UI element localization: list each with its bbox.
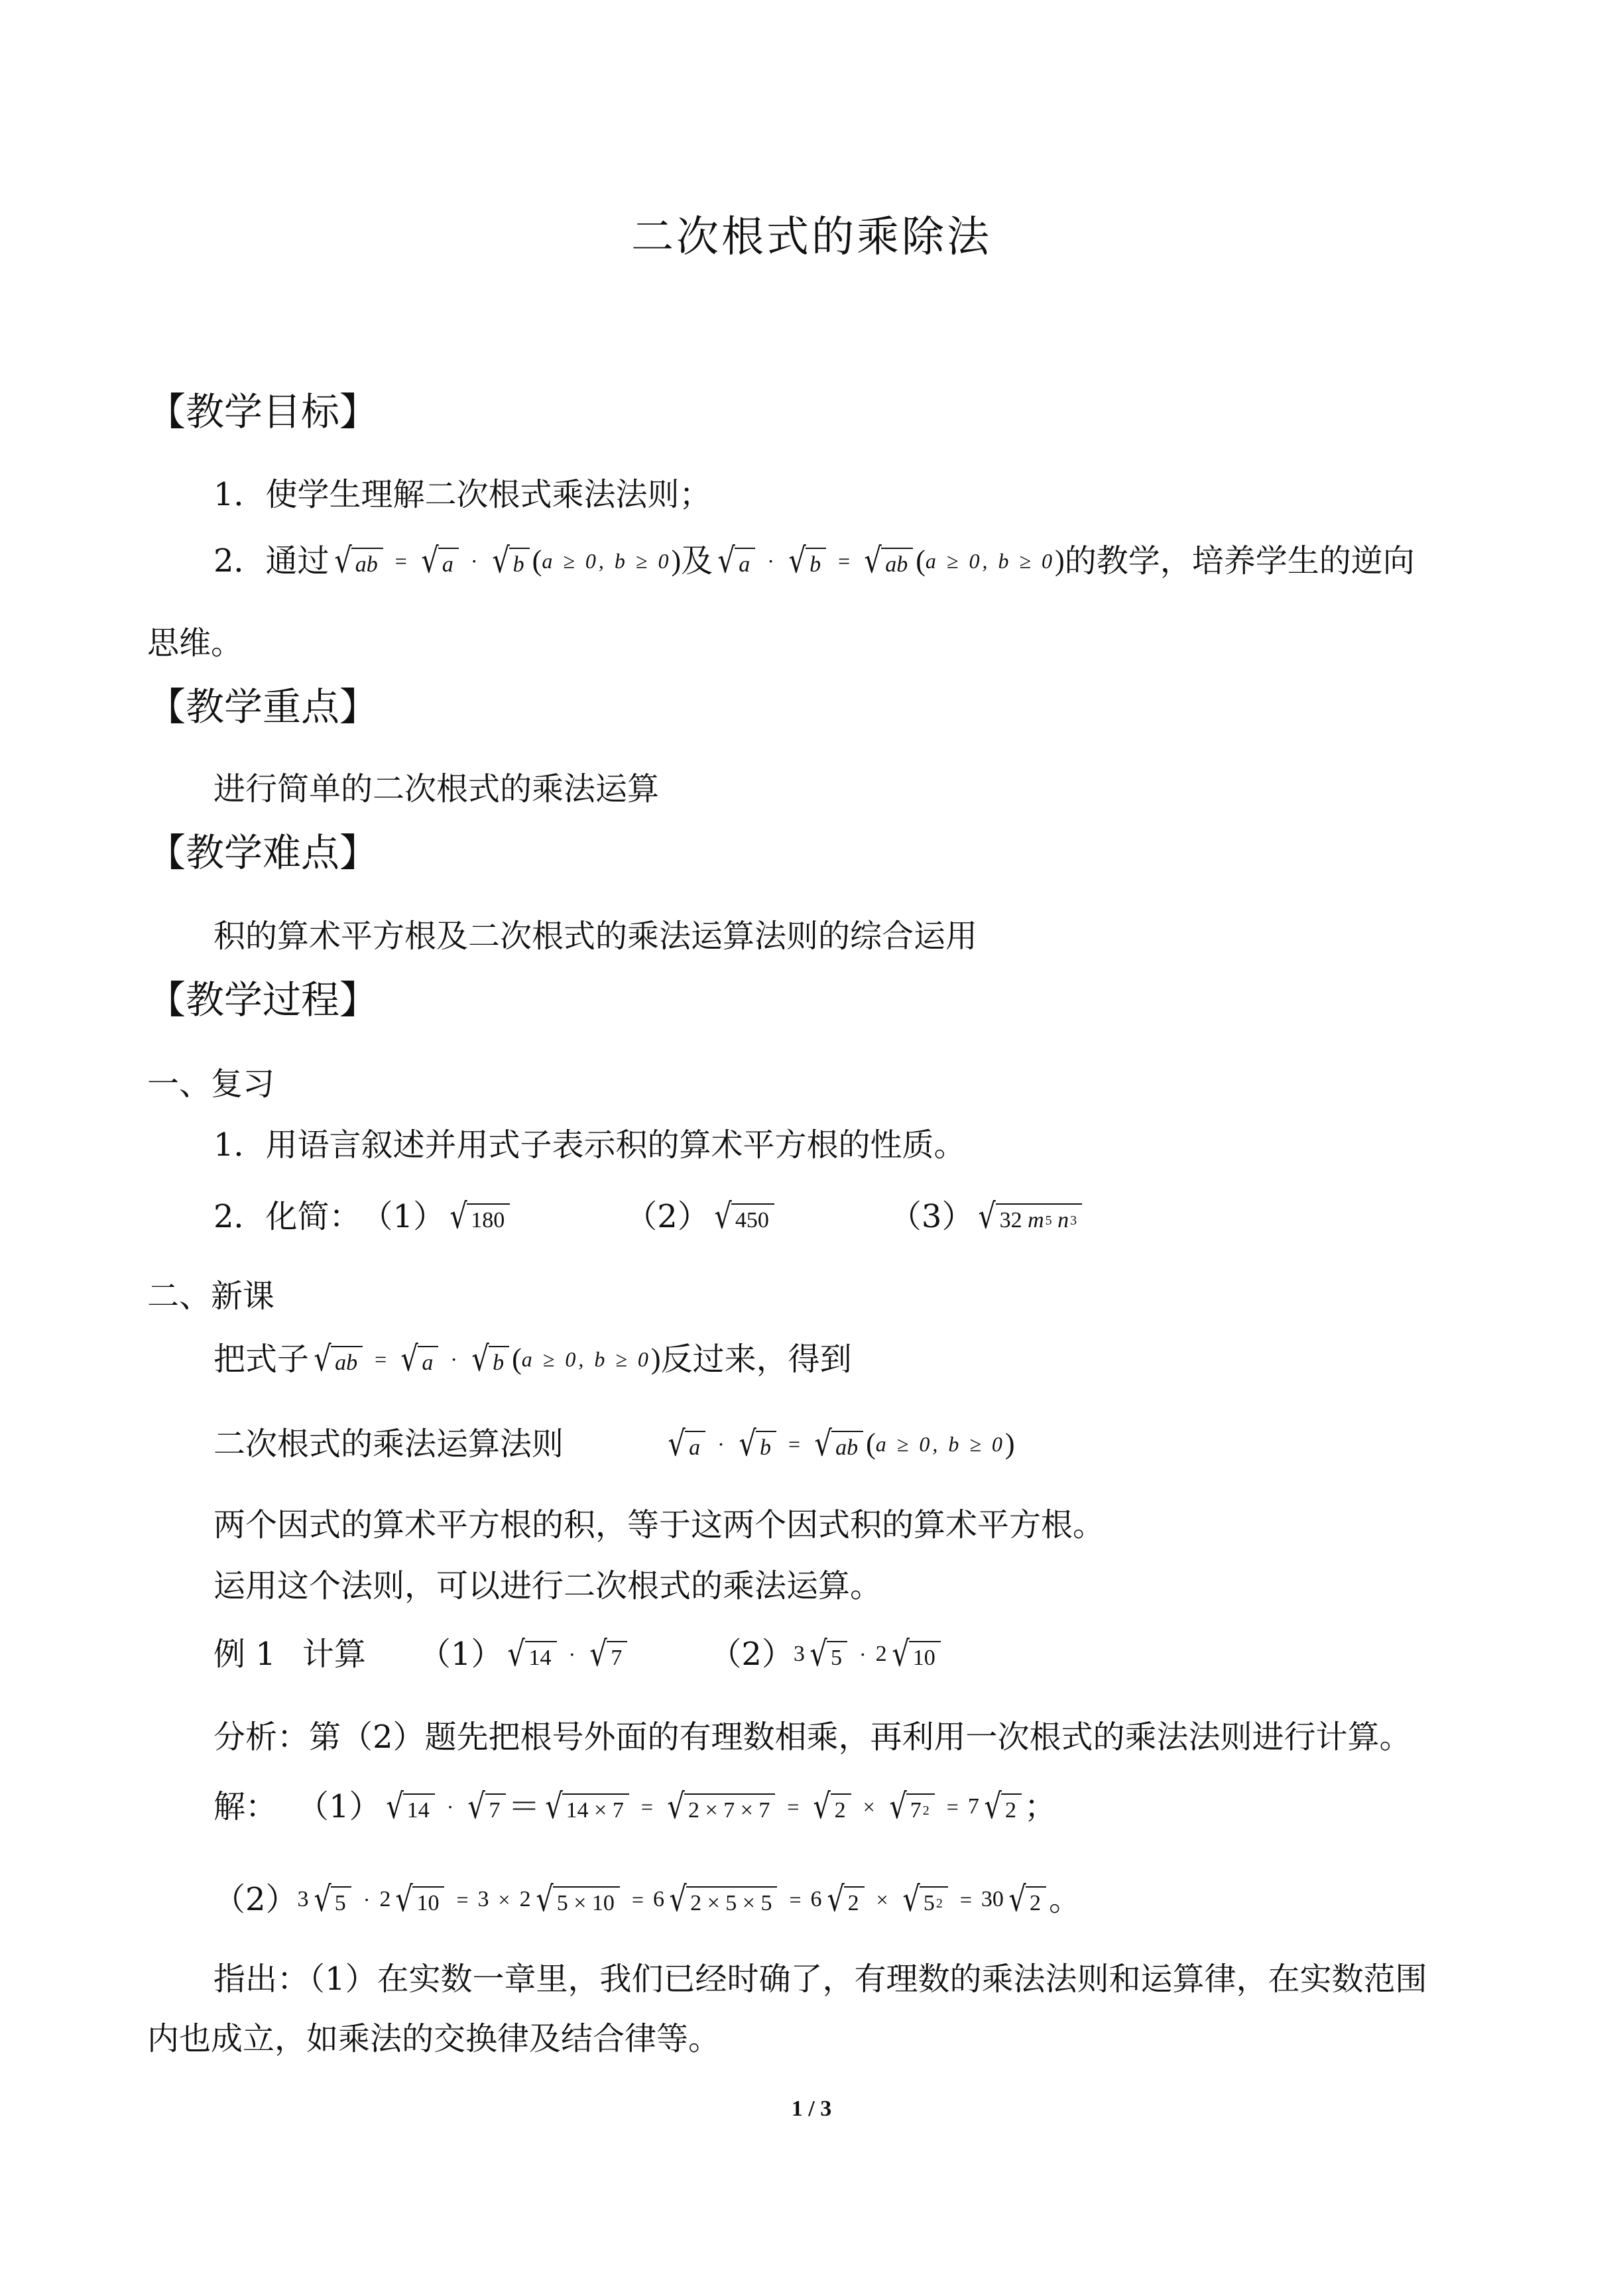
page-number: 1 / 3 [791, 2096, 832, 2121]
sqrt-32m5n3: √ 32 m 5 n 3 [976, 1199, 1082, 1234]
sqrt-14x7: √ 14 × 7 [543, 1789, 629, 1824]
sqrt-b: √ b [737, 1427, 776, 1461]
heading-key-points: 【教学重点】 [147, 684, 379, 729]
sqrt-b: √ b [469, 1342, 509, 1376]
goal-item-2-prefix: 2．通过 [213, 542, 330, 579]
sqrt-a: √ a [715, 544, 755, 578]
heading-difficulties: 【教学难点】 [147, 830, 379, 875]
sqrt-450: √ 450 [712, 1199, 774, 1234]
reverse-statement: 把式子 √ ab = √ a · √ b ( a ≥ 0, b ≥ 0 ) 反过来，得到 [213, 1339, 852, 1379]
sqrt-ab: √ ab [312, 1342, 363, 1376]
example-label: 例 1 [213, 1636, 276, 1673]
note-line-2: 内也成立，如乘法的交换律及结合律等。 [147, 2020, 721, 2057]
sqrt-180: √ 180 [448, 1199, 510, 1234]
sqrt-10: √ 10 [393, 1882, 444, 1917]
sqrt-7: √ 7 [465, 1789, 505, 1824]
sqrt-2x7x7: √ 2 × 7 × 7 [665, 1789, 776, 1824]
goal-item-2-and: 及 [681, 542, 713, 579]
sqrt-14: √ 14 [505, 1637, 556, 1671]
condition: a ≥ 0, b ≥ 0 [925, 549, 1055, 573]
condition: a ≥ 0, b ≥ 0 [542, 549, 672, 573]
review-item-2: 2．化简： （1） √ 180 （2） √ 450 （3） √ 32 m 5 n 3 [213, 1197, 1085, 1237]
sqrt-2: √ 2 [1006, 1882, 1046, 1917]
solution-1: 解： （1） √ 14 · √ 7 ＝ √ 14 × 7 = √ 2 × 7 × 7 = √ 2 × √ 7 2 = 7 √ 2 ； [213, 1787, 1056, 1827]
sqrt-2x5x5: √ 2 × 5 × 5 [667, 1882, 778, 1917]
sqrt-5: √ 5 [808, 1637, 847, 1671]
sqrt-2: √ 2 [825, 1882, 865, 1917]
goal-item-1: 1．使学生理解二次根式乘法法则； [213, 476, 711, 513]
goal-item-2-continue: 思维。 [147, 625, 243, 662]
page-title: 二次根式的乘除法 [631, 213, 992, 262]
difficulty-text: 积的算术平方根及二次根式的乘法运算法则的综合运用 [213, 918, 978, 955]
sqrt-ab: √ ab [862, 544, 913, 578]
sqrt-5: √ 5 [312, 1882, 351, 1917]
sqrt-ab: √ ab [812, 1427, 863, 1461]
sqrt-7-squared: √ 7 2 [887, 1789, 935, 1824]
sqrt-7: √ 7 [587, 1637, 627, 1671]
sqrt-5x10: √ 5 × 10 [534, 1882, 620, 1917]
sqrt-b: √ b [786, 544, 826, 578]
sqrt-a: √ a [419, 544, 459, 578]
section-review-title: 一、复习 [147, 1065, 275, 1103]
rule-statement: 两个因式的算术平方根的积，等于这两个因式积的算术平方根。 [213, 1506, 1105, 1543]
review-item-1: 1．用语言叙述并用式子表示积的算术平方根的性质。 [213, 1126, 966, 1164]
analysis-text: 分析：第（2）题先把根号外面的有理数相乘，再利用一次根式的乘法法则进行计算。 [213, 1719, 1412, 1756]
sqrt-ab: √ ab [332, 544, 383, 578]
sqrt-a: √ a [666, 1427, 705, 1461]
solution-2: （2） 3 √ 5 · 2 √ 10 = 3 × 2 √ 5 × 10 = 6 √ 2 × 5 × 5 = 6 √ 2 × √ 5 2 = 30 √ 2 。 [213, 1880, 1081, 1919]
goal-item-2: 2．通过 √ ab = √ a · √ b ( a ≥ 0, b ≥ 0 ) 及 √ a · √ b = √ ab ( a ≥ 0, b ≥ 0 ) 的教学，培养学生的逆向 [213, 541, 1415, 581]
note-line-1: 指出：（1）在实数一章里，我们已经时确了，有理数的乘法法则和运算律，在实数范围 [213, 1961, 1427, 1998]
key-point-text: 进行简单的二次根式的乘法运算 [213, 770, 660, 808]
sqrt-5-squared: √ 5 2 [900, 1882, 948, 1917]
heading-goals: 【教学目标】 [147, 389, 379, 434]
heading-process: 【教学过程】 [147, 977, 379, 1022]
rule-usage: 运用这个法则，可以进行二次根式的乘法运算。 [213, 1567, 882, 1604]
sqrt-b: √ b [490, 544, 530, 578]
example-1: 例 1 计算 （1） √ 14 · √ 7 （2） 3 √ 5 · 2 √ 10 [213, 1634, 943, 1674]
sqrt-10: √ 10 [890, 1637, 941, 1671]
sqrt-2: √ 2 [982, 1789, 1022, 1824]
sqrt-2: √ 2 [811, 1789, 851, 1824]
goal-item-2-suffix: 的教学，培养学生的逆向 [1064, 542, 1415, 579]
section-new-lesson-title: 二、新课 [147, 1278, 275, 1315]
sqrt-a: √ a [398, 1342, 438, 1376]
multiplication-rule: 二次根式的乘法运算法则 √ a · √ b = √ ab ( a ≥ 0, b ≥ 0 ) [213, 1424, 1015, 1464]
sqrt-14: √ 14 [384, 1789, 435, 1824]
